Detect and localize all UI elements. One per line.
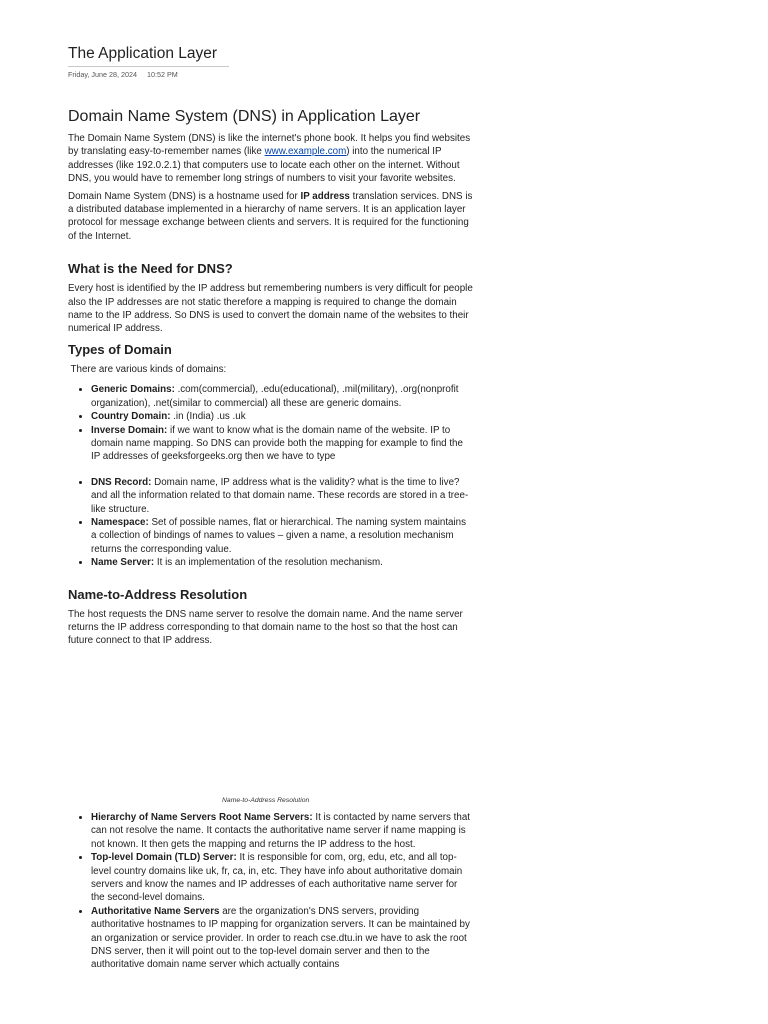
dns-definition-paragraph <box>68 190 473 244</box>
list-item-text: are the organization's DNS servers, providing authoritative hostnames to IP mapping for organization servers. It can be maintained by an organization or service provider. In order to reach cse.dtu.in we have to ask the root DNS server, then it will point out to the top-level domain server and then to the authoritative domain name server which actually contains <box>91 905 470 971</box>
list-item-term: Generic Domains: <box>91 384 175 396</box>
name-servers-section <box>68 811 473 972</box>
need-heading: What is the Need for DNS? <box>68 261 233 277</box>
list-item <box>91 383 473 410</box>
list-item-text: .com(commercial), .edu(educational), .mil(military), .org(nonprofit organization), .net(similar to commercial) all these are generic domains. <box>91 384 459 409</box>
domain-types-list <box>68 383 473 463</box>
dns-def-bold: IP address <box>300 190 350 202</box>
list-item <box>91 476 473 516</box>
dns-def-text-1: Domain Name System (DNS) is a hostname used for <box>68 190 301 202</box>
page-title: The Application Layer <box>68 45 218 62</box>
note-content[interactable] <box>68 108 473 652</box>
list-item <box>91 410 473 423</box>
list-item-text: It is an implementation of the resolution mechanism. <box>154 557 383 569</box>
types-heading: Types of Domain <box>68 341 172 357</box>
list-item-text: It is responsible for com, org, edu, etc, and all top-level country domains like uk, fr, ca, in, etc. They have info about authoritative domain servers and know the names and IP addresses of each authoritative name server for the second-level domains. <box>91 852 463 904</box>
dns-intro-text-1: The Domain Name System (DNS) is like the internet's phone book. It helps you find websites by translating easy-to-remember names (like <box>68 133 471 158</box>
dns-heading: Domain Name System (DNS) in Application Layer <box>68 108 421 125</box>
page-date: Friday, June 28, 2024 <box>68 70 137 79</box>
list-item-term: Namespace: <box>91 516 149 528</box>
list-item <box>91 905 473 972</box>
dns-concepts-list <box>68 476 473 570</box>
list-item-term: Country Domain: <box>91 411 171 423</box>
title-divider <box>68 66 229 67</box>
resolution-paragraph: The host requests the DNS name server to resolve the domain name. And the name server returns the IP address corresponding to that domain name to the host so that the host can future connect to that IP address. <box>68 608 463 647</box>
list-item-text: Set of possible names, flat or hierarchical. The naming system maintains a collection of bindings of names to values – given a name, a resolution mechanism returns the corresponding value. <box>91 516 467 555</box>
list-item <box>91 556 473 569</box>
page-datetime <box>68 70 186 79</box>
types-intro: There are various kinds of domains: <box>68 363 227 375</box>
list-item-term: Hierarchy of Name Servers Root Name Servers: <box>91 812 313 823</box>
list-item-term: Authoritative Name Servers <box>91 905 220 917</box>
list-item-text: if we want to know what is the domain name of the website. IP to domain name mapping. So DNS can provide both the mapping for example to find the IP addresses of geeksforgeeks.org then we have to type <box>91 424 463 463</box>
dns-intro-text-2: ) into the numerical IP addresses (like 192.0.2.1) that computers use to locate each other on the internet. Without DNS, you would have to remember long strings of numbers to visit your favorite websites. <box>68 146 460 185</box>
name-servers-list <box>68 811 473 972</box>
list-item-text: .in (India) .us .uk <box>170 411 246 423</box>
list-item-text: It is contacted by name servers that can not resolve the name. It contacts the authoritative name server if name mapping is not known. It then gets the mapping and returns the IP address to the host. <box>91 812 470 850</box>
list-item <box>91 811 473 851</box>
list-item <box>91 516 473 556</box>
list-item-term: Top-level Domain (TLD) Server: <box>91 852 237 864</box>
list-item-text: Domain name, IP address what is the validity? what is the time to live? and all the information related to that domain name. These records are stored in a tree-like structure. <box>91 476 469 515</box>
list-item <box>91 851 473 905</box>
list-item-term: DNS Record: <box>91 476 152 488</box>
resolution-heading: Name-to-Address Resolution <box>68 586 248 602</box>
dns-intro-paragraph <box>68 132 473 186</box>
example-link[interactable]: www.example.com <box>264 146 347 158</box>
need-paragraph: Every host is identified by the IP address but remembering numbers is very difficult for people also the IP addresses are not static therefore a mapping is required to change the domain name to the IP address. So DNS is used to convert the domain name of the websites to their numerical IP address. <box>68 283 473 335</box>
list-item <box>91 424 473 464</box>
page-time: 10:52 PM <box>147 70 178 79</box>
dns-def-text-2: translation services. DNS is a distributed database implemented in a hierarchy of name servers. It is an application layer protocol for message exchange between clients and servers. It is required for the functioning of the Internet. <box>68 190 473 242</box>
list-item-term: Name Server: <box>91 557 155 569</box>
figure-caption: Name-to-Address Resolution <box>222 797 310 804</box>
list-item-term: Inverse Domain: <box>91 424 168 436</box>
